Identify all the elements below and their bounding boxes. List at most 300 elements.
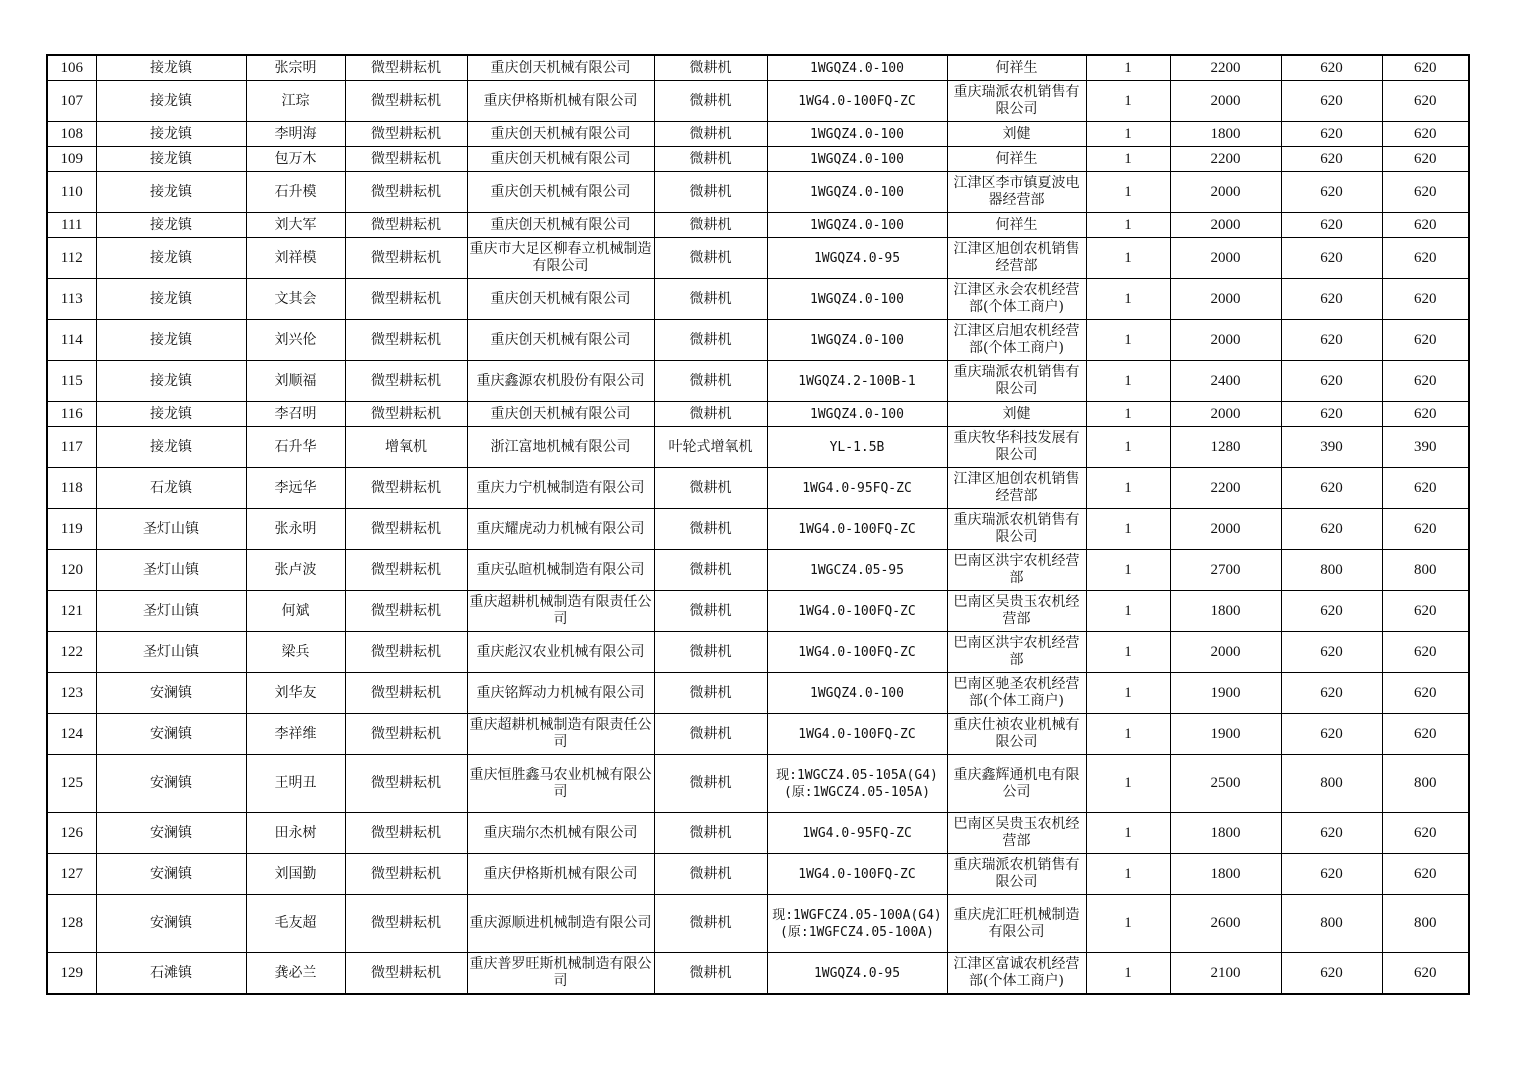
price-cell: 1900	[1170, 673, 1281, 714]
table-row	[47, 81, 1469, 122]
total-subsidy-cell: 620	[1382, 509, 1469, 550]
table-row	[47, 213, 1469, 238]
model-cell: 1WG4.0-100FQ-ZC	[767, 632, 947, 673]
machine-type-cell: 微型耕耘机	[345, 673, 467, 714]
total-subsidy-cell: 800	[1382, 895, 1469, 953]
table-row	[47, 953, 1469, 995]
price-cell: 2100	[1170, 953, 1281, 995]
price-cell: 1800	[1170, 854, 1281, 895]
machine-type-cell: 微型耕耘机	[345, 714, 467, 755]
machine-type-cell: 微型耕耘机	[345, 172, 467, 213]
manufacturer-cell: 重庆伊格斯机械有限公司	[467, 854, 654, 895]
total-subsidy-cell: 800	[1382, 550, 1469, 591]
buyer-name-cell: 刘华友	[246, 673, 345, 714]
manufacturer-cell: 重庆创天机械有限公司	[467, 213, 654, 238]
town-cell: 接龙镇	[96, 402, 246, 427]
quantity-cell: 1	[1086, 550, 1170, 591]
machine-type-cell: 微型耕耘机	[345, 591, 467, 632]
manufacturer-cell: 重庆弘暄机械制造有限公司	[467, 550, 654, 591]
subsidy-cell: 800	[1281, 755, 1382, 813]
product-cell: 微耕机	[654, 854, 767, 895]
table-row	[47, 632, 1469, 673]
row-number: 123	[47, 673, 96, 714]
row-number: 124	[47, 714, 96, 755]
table-row	[47, 238, 1469, 279]
table-row	[47, 755, 1469, 813]
manufacturer-cell: 重庆彪汉农业机械有限公司	[467, 632, 654, 673]
buyer-name-cell: 张宗明	[246, 55, 345, 81]
price-cell: 2000	[1170, 509, 1281, 550]
quantity-cell: 1	[1086, 361, 1170, 402]
machine-type-cell: 微型耕耘机	[345, 895, 467, 953]
product-cell: 微耕机	[654, 361, 767, 402]
subsidy-cell: 620	[1281, 213, 1382, 238]
table-row	[47, 147, 1469, 172]
buyer-name-cell: 刘国勤	[246, 854, 345, 895]
manufacturer-cell: 重庆超耕机械制造有限责任公司	[467, 591, 654, 632]
total-subsidy-cell: 620	[1382, 147, 1469, 172]
product-cell: 微耕机	[654, 402, 767, 427]
model-cell: 1WGQZ4.0-100	[767, 673, 947, 714]
price-cell: 2200	[1170, 147, 1281, 172]
price-cell: 1800	[1170, 813, 1281, 854]
total-subsidy-cell: 620	[1382, 813, 1469, 854]
model-cell: 1WG4.0-100FQ-ZC	[767, 854, 947, 895]
subsidy-cell: 620	[1281, 55, 1382, 81]
row-number: 110	[47, 172, 96, 213]
row-number: 125	[47, 755, 96, 813]
quantity-cell: 1	[1086, 213, 1170, 238]
row-number: 112	[47, 238, 96, 279]
manufacturer-cell: 重庆创天机械有限公司	[467, 55, 654, 81]
total-subsidy-cell: 620	[1382, 402, 1469, 427]
total-subsidy-cell: 620	[1382, 953, 1469, 995]
total-subsidy-cell: 620	[1382, 55, 1469, 81]
product-cell: 微耕机	[654, 172, 767, 213]
dealer-cell: 重庆虎汇旺机械制造有限公司	[947, 895, 1086, 953]
table-row	[47, 320, 1469, 361]
row-number: 108	[47, 122, 96, 147]
row-number: 127	[47, 854, 96, 895]
buyer-name-cell: 江琮	[246, 81, 345, 122]
total-subsidy-cell: 390	[1382, 427, 1469, 468]
price-cell: 2600	[1170, 895, 1281, 953]
quantity-cell: 1	[1086, 591, 1170, 632]
model-cell: 1WGQZ4.0-100	[767, 172, 947, 213]
machine-type-cell: 微型耕耘机	[345, 468, 467, 509]
manufacturer-cell: 重庆创天机械有限公司	[467, 320, 654, 361]
product-cell: 微耕机	[654, 213, 767, 238]
price-cell: 2000	[1170, 320, 1281, 361]
buyer-name-cell: 刘兴伦	[246, 320, 345, 361]
town-cell: 接龙镇	[96, 427, 246, 468]
model-cell: 1WGQZ4.0-95	[767, 953, 947, 995]
manufacturer-cell: 重庆超耕机械制造有限责任公司	[467, 714, 654, 755]
row-number: 107	[47, 81, 96, 122]
table-row	[47, 509, 1469, 550]
town-cell: 石龙镇	[96, 468, 246, 509]
quantity-cell: 1	[1086, 81, 1170, 122]
row-number: 126	[47, 813, 96, 854]
price-cell: 1900	[1170, 714, 1281, 755]
total-subsidy-cell: 620	[1382, 854, 1469, 895]
subsidy-cell: 620	[1281, 591, 1382, 632]
table-row	[47, 895, 1469, 953]
product-cell: 微耕机	[654, 953, 767, 995]
model-cell: 1WGCZ4.05-95	[767, 550, 947, 591]
town-cell: 圣灯山镇	[96, 591, 246, 632]
machine-type-cell: 增氧机	[345, 427, 467, 468]
table-row	[47, 854, 1469, 895]
town-cell: 接龙镇	[96, 361, 246, 402]
subsidy-cell: 620	[1281, 361, 1382, 402]
manufacturer-cell: 重庆耀虎动力机械有限公司	[467, 509, 654, 550]
machine-type-cell: 微型耕耘机	[345, 213, 467, 238]
manufacturer-cell: 重庆创天机械有限公司	[467, 279, 654, 320]
table-row	[47, 427, 1469, 468]
model-cell: 1WGQZ4.0-100	[767, 55, 947, 81]
model-cell: 1WG4.0-95FQ-ZC	[767, 813, 947, 854]
product-cell: 微耕机	[654, 55, 767, 81]
manufacturer-cell: 重庆力宁机械制造有限公司	[467, 468, 654, 509]
quantity-cell: 1	[1086, 320, 1170, 361]
subsidy-cell: 620	[1281, 632, 1382, 673]
model-cell: 1WG4.0-95FQ-ZC	[767, 468, 947, 509]
total-subsidy-cell: 620	[1382, 213, 1469, 238]
machine-type-cell: 微型耕耘机	[345, 509, 467, 550]
town-cell: 接龙镇	[96, 213, 246, 238]
row-number: 122	[47, 632, 96, 673]
table-row	[47, 550, 1469, 591]
row-number: 117	[47, 427, 96, 468]
price-cell: 2000	[1170, 172, 1281, 213]
quantity-cell: 1	[1086, 279, 1170, 320]
quantity-cell: 1	[1086, 953, 1170, 995]
manufacturer-cell: 重庆瑞尔杰机械有限公司	[467, 813, 654, 854]
subsidy-cell: 620	[1281, 813, 1382, 854]
dealer-cell: 巴南区洪宇农机经营部	[947, 550, 1086, 591]
machine-type-cell: 微型耕耘机	[345, 755, 467, 813]
dealer-cell: 江津区富诚农机经营部(个体工商户)	[947, 953, 1086, 995]
machine-type-cell: 微型耕耘机	[345, 122, 467, 147]
town-cell: 接龙镇	[96, 122, 246, 147]
product-cell: 微耕机	[654, 147, 767, 172]
row-number: 129	[47, 953, 96, 995]
model-cell: 现:1WGFCZ4.05-100A(G4)(原:1WGFCZ4.05-100A)	[767, 895, 947, 953]
price-cell: 2200	[1170, 468, 1281, 509]
price-cell: 2000	[1170, 81, 1281, 122]
subsidy-cell: 620	[1281, 953, 1382, 995]
town-cell: 圣灯山镇	[96, 632, 246, 673]
product-cell: 微耕机	[654, 81, 767, 122]
town-cell: 接龙镇	[96, 172, 246, 213]
model-cell: 1WGQZ4.0-95	[767, 238, 947, 279]
buyer-name-cell: 梁兵	[246, 632, 345, 673]
model-cell: 1WG4.0-100FQ-ZC	[767, 509, 947, 550]
quantity-cell: 1	[1086, 402, 1170, 427]
manufacturer-cell: 重庆伊格斯机械有限公司	[467, 81, 654, 122]
manufacturer-cell: 重庆普罗旺斯机械制造有限公司	[467, 953, 654, 995]
model-cell: 1WGQZ4.0-100	[767, 147, 947, 172]
total-subsidy-cell: 620	[1382, 172, 1469, 213]
subsidy-cell: 620	[1281, 238, 1382, 279]
machine-type-cell: 微型耕耘机	[345, 813, 467, 854]
product-cell: 微耕机	[654, 591, 767, 632]
table-row	[47, 279, 1469, 320]
quantity-cell: 1	[1086, 854, 1170, 895]
buyer-name-cell: 包万木	[246, 147, 345, 172]
manufacturer-cell: 浙江富地机械有限公司	[467, 427, 654, 468]
row-number: 111	[47, 213, 96, 238]
machine-type-cell: 微型耕耘机	[345, 953, 467, 995]
dealer-cell: 何祥生	[947, 55, 1086, 81]
quantity-cell: 1	[1086, 427, 1170, 468]
price-cell: 2000	[1170, 238, 1281, 279]
subsidy-cell: 620	[1281, 122, 1382, 147]
subsidy-cell: 620	[1281, 279, 1382, 320]
machine-type-cell: 微型耕耘机	[345, 361, 467, 402]
dealer-cell: 江津区李市镇夏波电器经营部	[947, 172, 1086, 213]
dealer-cell: 江津区旭创农机销售经营部	[947, 468, 1086, 509]
product-cell: 微耕机	[654, 122, 767, 147]
model-cell: 1WG4.0-100FQ-ZC	[767, 714, 947, 755]
town-cell: 安澜镇	[96, 755, 246, 813]
subsidy-cell: 620	[1281, 320, 1382, 361]
town-cell: 接龙镇	[96, 320, 246, 361]
row-number: 113	[47, 279, 96, 320]
dealer-cell: 重庆鑫辉通机电有限公司	[947, 755, 1086, 813]
subsidy-table	[46, 54, 1470, 995]
row-number: 116	[47, 402, 96, 427]
product-cell: 微耕机	[654, 238, 767, 279]
machine-type-cell: 微型耕耘机	[345, 238, 467, 279]
subsidy-cell: 620	[1281, 714, 1382, 755]
row-number: 119	[47, 509, 96, 550]
quantity-cell: 1	[1086, 755, 1170, 813]
row-number: 115	[47, 361, 96, 402]
row-number: 114	[47, 320, 96, 361]
table-row	[47, 122, 1469, 147]
town-cell: 接龙镇	[96, 147, 246, 172]
town-cell: 安澜镇	[96, 854, 246, 895]
dealer-cell: 巴南区吴贵玉农机经营部	[947, 813, 1086, 854]
model-cell: 1WGQZ4.0-100	[767, 279, 947, 320]
town-cell: 接龙镇	[96, 81, 246, 122]
machine-type-cell: 微型耕耘机	[345, 550, 467, 591]
quantity-cell: 1	[1086, 55, 1170, 81]
product-cell: 微耕机	[654, 673, 767, 714]
product-cell: 微耕机	[654, 550, 767, 591]
dealer-cell: 刘健	[947, 122, 1086, 147]
model-cell: 1WG4.0-100FQ-ZC	[767, 81, 947, 122]
buyer-name-cell: 李祥维	[246, 714, 345, 755]
product-cell: 微耕机	[654, 320, 767, 361]
quantity-cell: 1	[1086, 673, 1170, 714]
subsidy-cell: 620	[1281, 673, 1382, 714]
row-number: 128	[47, 895, 96, 953]
buyer-name-cell: 石升华	[246, 427, 345, 468]
buyer-name-cell: 李召明	[246, 402, 345, 427]
model-cell: 现:1WGCZ4.05-105A(G4)(原:1WGCZ4.05-105A)	[767, 755, 947, 813]
row-number: 118	[47, 468, 96, 509]
dealer-cell: 重庆瑞派农机销售有限公司	[947, 361, 1086, 402]
model-cell: 1WGQZ4.0-100	[767, 213, 947, 238]
dealer-cell: 何祥生	[947, 147, 1086, 172]
product-cell: 微耕机	[654, 632, 767, 673]
subsidy-cell: 390	[1281, 427, 1382, 468]
quantity-cell: 1	[1086, 172, 1170, 213]
buyer-name-cell: 田永树	[246, 813, 345, 854]
manufacturer-cell: 重庆源顺进机械制造有限公司	[467, 895, 654, 953]
model-cell: 1WGQZ4.2-100B-1	[767, 361, 947, 402]
dealer-cell: 江津区旭创农机销售经营部	[947, 238, 1086, 279]
price-cell: 2000	[1170, 402, 1281, 427]
machine-type-cell: 微型耕耘机	[345, 81, 467, 122]
town-cell: 接龙镇	[96, 279, 246, 320]
dealer-cell: 巴南区驰圣农机经营部(个体工商户)	[947, 673, 1086, 714]
buyer-name-cell: 张卢波	[246, 550, 345, 591]
manufacturer-cell: 重庆鑫源农机股份有限公司	[467, 361, 654, 402]
subsidy-cell: 620	[1281, 81, 1382, 122]
quantity-cell: 1	[1086, 509, 1170, 550]
dealer-cell: 何祥生	[947, 213, 1086, 238]
quantity-cell: 1	[1086, 468, 1170, 509]
row-number: 121	[47, 591, 96, 632]
table-row	[47, 673, 1469, 714]
price-cell: 1800	[1170, 122, 1281, 147]
town-cell: 石滩镇	[96, 953, 246, 995]
town-cell: 接龙镇	[96, 238, 246, 279]
product-cell: 微耕机	[654, 714, 767, 755]
town-cell: 接龙镇	[96, 55, 246, 81]
quantity-cell: 1	[1086, 122, 1170, 147]
machine-type-cell: 微型耕耘机	[345, 320, 467, 361]
total-subsidy-cell: 620	[1382, 591, 1469, 632]
table-row	[47, 55, 1469, 81]
total-subsidy-cell: 620	[1382, 714, 1469, 755]
table-row	[47, 714, 1469, 755]
buyer-name-cell: 刘顺福	[246, 361, 345, 402]
dealer-cell: 刘健	[947, 402, 1086, 427]
product-cell: 微耕机	[654, 755, 767, 813]
subsidy-cell: 800	[1281, 550, 1382, 591]
town-cell: 安澜镇	[96, 673, 246, 714]
total-subsidy-cell: 620	[1382, 320, 1469, 361]
town-cell: 圣灯山镇	[96, 509, 246, 550]
product-cell: 微耕机	[654, 813, 767, 854]
model-cell: 1WGQZ4.0-100	[767, 122, 947, 147]
price-cell: 2000	[1170, 632, 1281, 673]
total-subsidy-cell: 620	[1382, 673, 1469, 714]
table-row	[47, 361, 1469, 402]
machine-type-cell: 微型耕耘机	[345, 279, 467, 320]
subsidy-cell: 620	[1281, 172, 1382, 213]
manufacturer-cell: 重庆市大足区柳春立机械制造有限公司	[467, 238, 654, 279]
total-subsidy-cell: 620	[1382, 632, 1469, 673]
row-number: 109	[47, 147, 96, 172]
manufacturer-cell: 重庆创天机械有限公司	[467, 147, 654, 172]
buyer-name-cell: 刘大军	[246, 213, 345, 238]
dealer-cell: 重庆瑞派农机销售有限公司	[947, 854, 1086, 895]
machine-type-cell: 微型耕耘机	[345, 854, 467, 895]
machine-type-cell: 微型耕耘机	[345, 55, 467, 81]
price-cell: 2200	[1170, 55, 1281, 81]
buyer-name-cell: 石升模	[246, 172, 345, 213]
subsidy-cell: 620	[1281, 509, 1382, 550]
manufacturer-cell: 重庆铭辉动力机械有限公司	[467, 673, 654, 714]
subsidy-cell: 620	[1281, 468, 1382, 509]
price-cell: 2500	[1170, 755, 1281, 813]
product-cell: 叶轮式增氧机	[654, 427, 767, 468]
manufacturer-cell: 重庆创天机械有限公司	[467, 402, 654, 427]
total-subsidy-cell: 620	[1382, 238, 1469, 279]
table-row	[47, 813, 1469, 854]
manufacturer-cell: 重庆创天机械有限公司	[467, 122, 654, 147]
product-cell: 微耕机	[654, 895, 767, 953]
product-cell: 微耕机	[654, 279, 767, 320]
dealer-cell: 江津区永会农机经营部(个体工商户)	[947, 279, 1086, 320]
buyer-name-cell: 李明海	[246, 122, 345, 147]
price-cell: 2700	[1170, 550, 1281, 591]
quantity-cell: 1	[1086, 895, 1170, 953]
product-cell: 微耕机	[654, 509, 767, 550]
buyer-name-cell: 毛友超	[246, 895, 345, 953]
table-row	[47, 402, 1469, 427]
model-cell: 1WGQZ4.0-100	[767, 320, 947, 361]
row-number: 120	[47, 550, 96, 591]
town-cell: 安澜镇	[96, 895, 246, 953]
row-number: 106	[47, 55, 96, 81]
price-cell: 1280	[1170, 427, 1281, 468]
buyer-name-cell: 文其会	[246, 279, 345, 320]
model-cell: 1WG4.0-100FQ-ZC	[767, 591, 947, 632]
model-cell: YL-1.5B	[767, 427, 947, 468]
dealer-cell: 巴南区洪宇农机经营部	[947, 632, 1086, 673]
price-cell: 2000	[1170, 213, 1281, 238]
dealer-cell: 重庆仕祯农业机械有限公司	[947, 714, 1086, 755]
price-cell: 2000	[1170, 279, 1281, 320]
quantity-cell: 1	[1086, 813, 1170, 854]
manufacturer-cell: 重庆恒胜鑫马农业机械有限公司	[467, 755, 654, 813]
subsidy-cell: 620	[1281, 854, 1382, 895]
total-subsidy-cell: 620	[1382, 361, 1469, 402]
quantity-cell: 1	[1086, 714, 1170, 755]
dealer-cell: 重庆瑞派农机销售有限公司	[947, 81, 1086, 122]
town-cell: 圣灯山镇	[96, 550, 246, 591]
total-subsidy-cell: 620	[1382, 468, 1469, 509]
town-cell: 安澜镇	[96, 813, 246, 854]
buyer-name-cell: 王明丑	[246, 755, 345, 813]
machine-type-cell: 微型耕耘机	[345, 402, 467, 427]
machine-type-cell: 微型耕耘机	[345, 632, 467, 673]
manufacturer-cell: 重庆创天机械有限公司	[467, 172, 654, 213]
dealer-cell: 江津区启旭农机经营部(个体工商户)	[947, 320, 1086, 361]
model-cell: 1WGQZ4.0-100	[767, 402, 947, 427]
buyer-name-cell: 龚必兰	[246, 953, 345, 995]
table-row	[47, 172, 1469, 213]
buyer-name-cell: 何斌	[246, 591, 345, 632]
quantity-cell: 1	[1086, 147, 1170, 172]
subsidy-cell: 620	[1281, 147, 1382, 172]
total-subsidy-cell: 800	[1382, 755, 1469, 813]
subsidy-cell: 800	[1281, 895, 1382, 953]
town-cell: 安澜镇	[96, 714, 246, 755]
dealer-cell: 巴南区吴贵玉农机经营部	[947, 591, 1086, 632]
quantity-cell: 1	[1086, 238, 1170, 279]
table-row	[47, 591, 1469, 632]
total-subsidy-cell: 620	[1382, 122, 1469, 147]
quantity-cell: 1	[1086, 632, 1170, 673]
